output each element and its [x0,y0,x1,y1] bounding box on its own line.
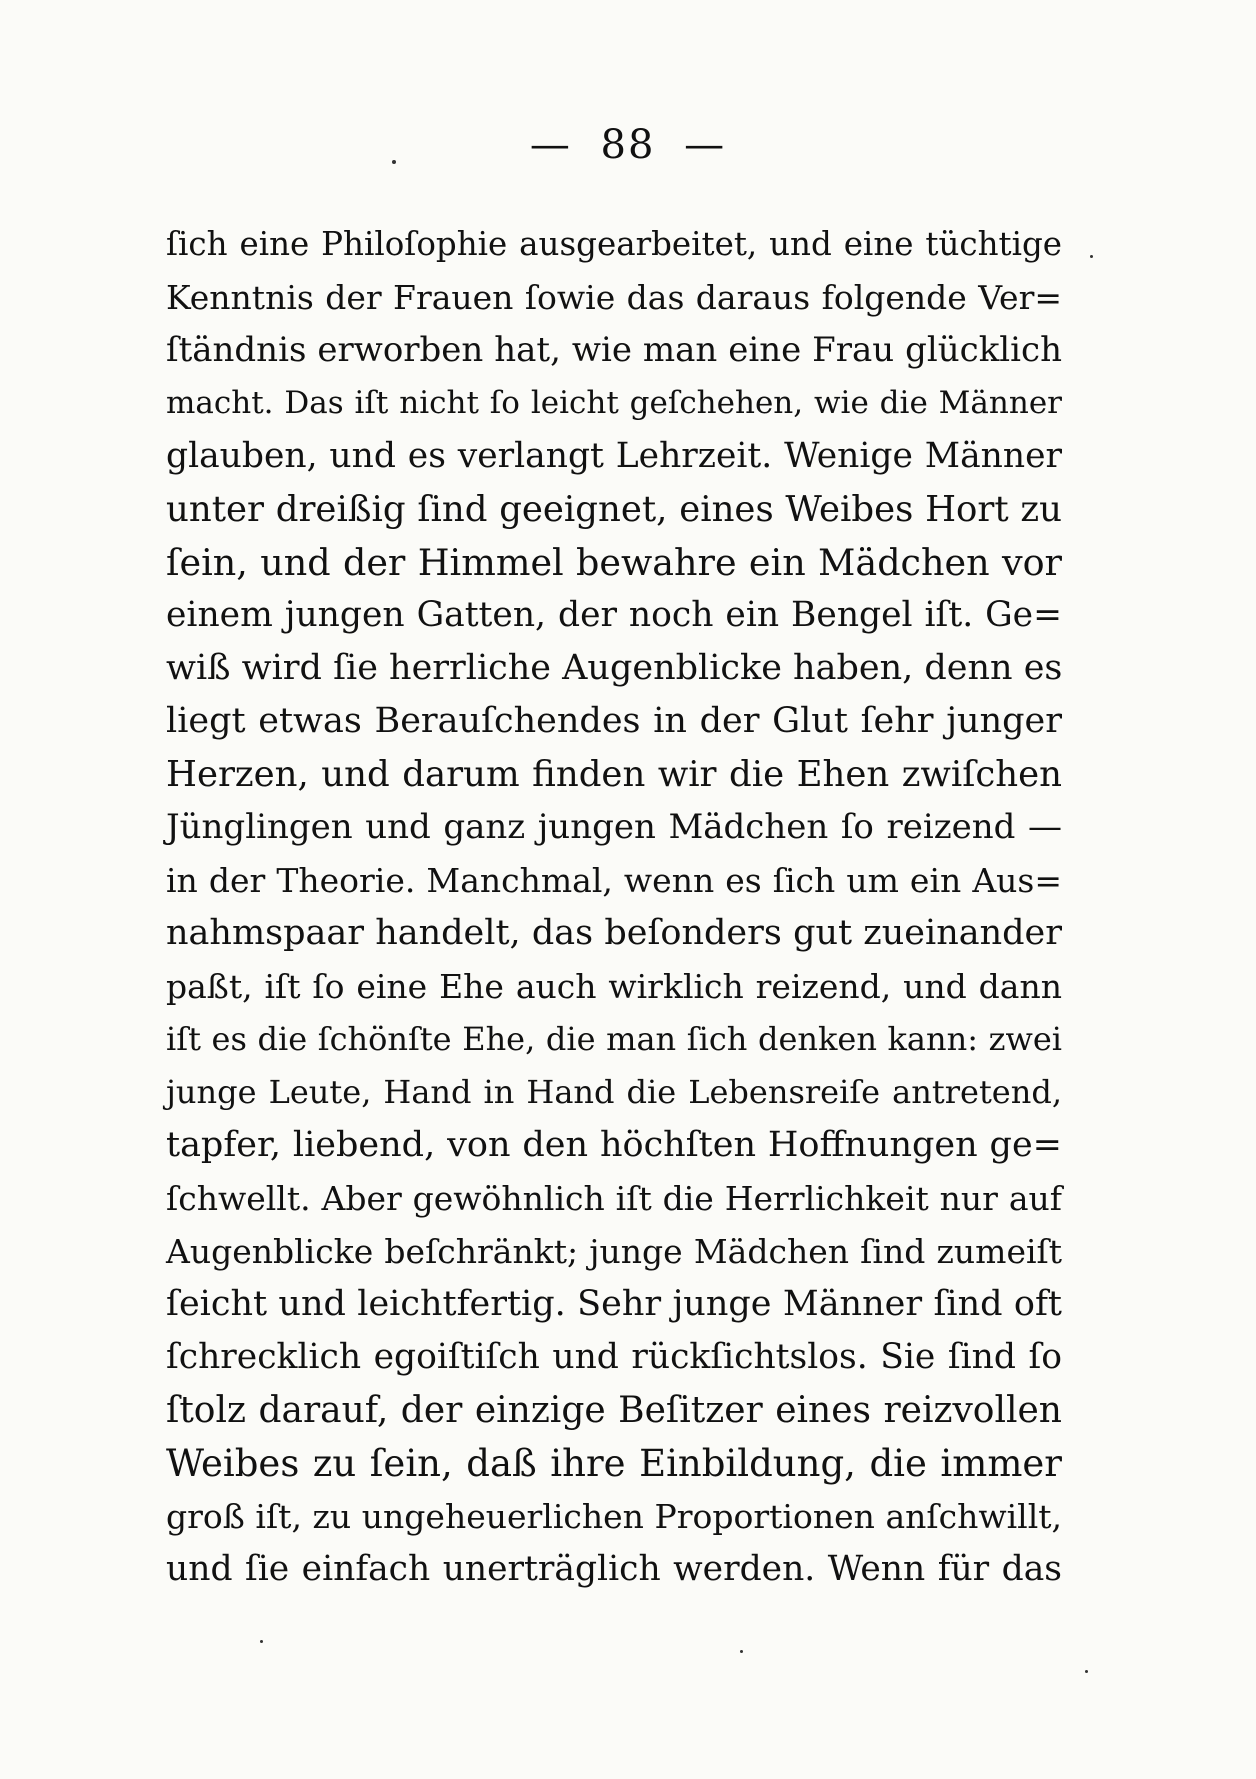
scan-speck [392,160,396,164]
text-line: paßt, iſt ſo eine Ehe auch wirklich reizend, und dann [166,967,1062,1006]
scan-speck [1090,255,1093,258]
page-number: 88 [600,122,656,168]
text-line: Jünglingen und ganz jungen Mädchen ſo reizend — [166,807,1062,847]
text-line: unter dreißig ſind geeignet, eines Weibes Hort zu [166,489,1062,530]
header-dash-left: — [529,122,572,168]
text-line: Weibes zu ſein, daß ihre Einbildung, die immer [166,1442,1062,1485]
text-line: Herzen, und darum finden wir die Ehen zwiſchen [166,754,1062,795]
text-line: ſtändnis erworben hat, wie man eine Frau glücklich [166,330,1062,370]
text-line: macht. Das iſt nicht ſo leicht geſchehen, wie die Männer [166,385,1062,421]
text-line: einem jungen Gatten, der noch ein Bengel iſt. Ge= [166,595,1062,635]
scan-speck [740,1650,743,1653]
text-line: ſich eine Philoſophie ausgearbeitet, und eine tüchtige [166,225,1062,263]
text-line: ſein, und der Himmel bewahre ein Mädchen vor [166,541,1062,584]
text-line: ſchwellt. Aber gewöhnlich iſt die Herrlichkeit nur auf [166,1179,1062,1218]
text-line: groß iſt, zu ungeheuerlichen Proportionen anſchwillt, [166,1497,1062,1536]
text-line: liegt etwas Berauſchendes in der Glut ſehr junger [166,701,1062,741]
text-line: iſt es die ſchönſte Ehe, die man ſich denken kann: zwei [166,1020,1062,1058]
text-line: Kenntnis der Frauen ſowie das daraus folgende Ver= [166,278,1062,317]
text-line: junge Leute, Hand in Hand die Lebensreiſe antretend, [166,1073,1062,1111]
text-line: Augenblicke beſchränkt; junge Mädchen ſind zumeiſt [166,1232,1062,1271]
scan-speck [1085,1670,1088,1673]
body-text [166,218,1062,1596]
scan-speck [260,1640,263,1643]
text-line: ſchrecklich egoiſtiſch und rückſichtslos. Sie ſind ſo [166,1337,1062,1377]
text-line: ſtolz darauf, der einzige Beſitzer eines reizvollen [166,1390,1062,1431]
page-header [0,122,1256,168]
text-line: tapfer, liebend, von den höchſten Hoffnungen ge= [166,1125,1062,1165]
header-dash-right: — [684,122,727,168]
text-line: nahmspaar handelt, das beſonders gut zueinander [166,913,1062,953]
text-line: ſeicht und leichtfertig. Sehr junge Männer ſind oft [166,1284,1062,1324]
text-line: in der Theorie. Manchmal, wenn es ſich um ein Aus= [166,861,1062,900]
text-line: glauben, und es verlangt Lehrzeit. Wenige Männer [166,436,1062,476]
text-line: wiß wird ſie herrliche Augenblicke haben, denn es [166,648,1063,688]
text-line: und ſie einfach unerträglich werden. Wenn für das [166,1549,1062,1589]
